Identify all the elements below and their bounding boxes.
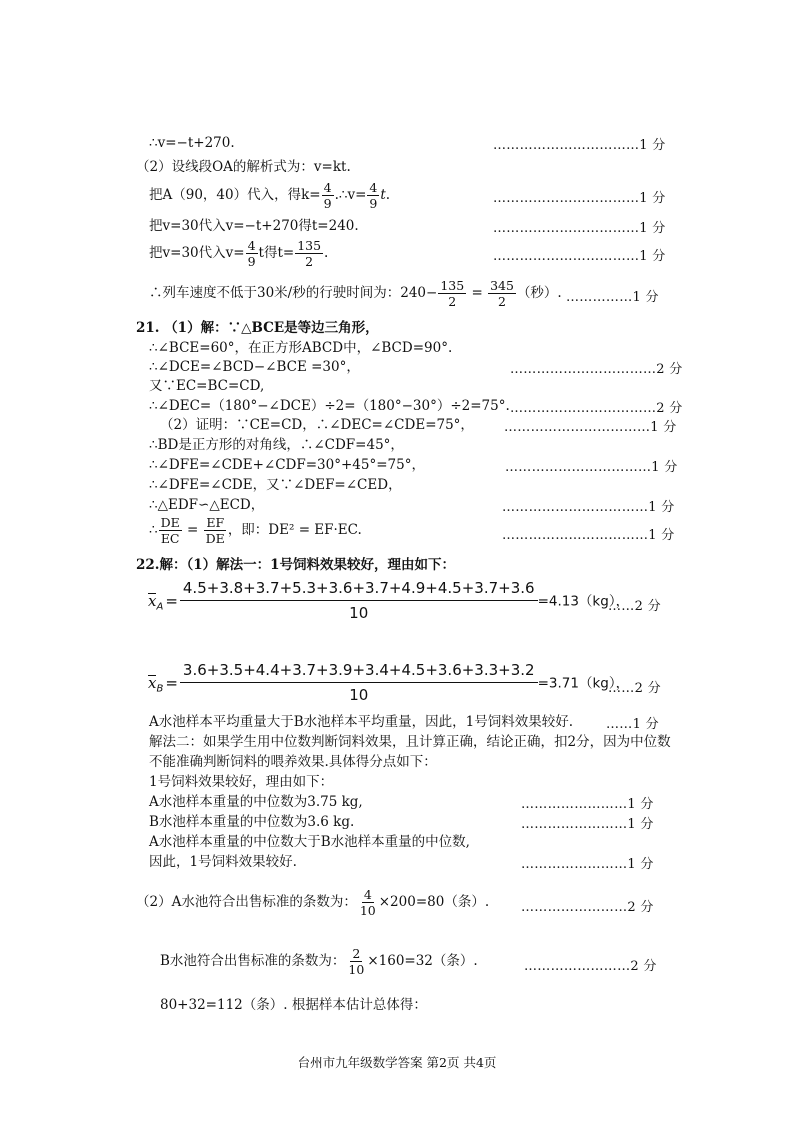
- score-mark: ……2 分: [608, 599, 661, 614]
- numerator: 4: [363, 887, 372, 902]
- denominator: 9: [247, 254, 256, 269]
- denominator: DE: [205, 531, 225, 546]
- answer-line: ∴v=−t+270.: [149, 135, 235, 151]
- page-footer: 台州市九年级数学答案 第2页 共4页: [297, 1055, 497, 1070]
- answer-line: 把v=30代入v=−t+270得t=240.: [149, 218, 359, 234]
- score-mark: ……………1 分: [566, 290, 659, 305]
- fraction: [180, 660, 538, 706]
- answer-text: 把A（90，40）代入，得k=: [149, 187, 321, 203]
- answer-line: （2）设线段OA的解析式为：v=kt.: [136, 159, 351, 175]
- answer-line: ∴列车速度不低于30米/秒的行驶时间为：240− $\frac{135}{2}$ = $\frac{345}{2}$ （秒）.: [149, 278, 562, 309]
- numerator: DE: [160, 515, 180, 530]
- denominator: 9: [369, 196, 378, 211]
- mean-result: =3.71（kg），: [537, 675, 630, 692]
- answer-line: 不能准确判断饲料的喂养效果.具体得分点如下：: [149, 754, 437, 770]
- score-mark: ……………………………1 分: [502, 500, 675, 515]
- denominator: 2: [448, 294, 457, 309]
- numerator: 4.5+3.8+3.7+5.3+3.6+3.7+4.9+4.5+3.7+3.6: [180, 578, 538, 601]
- question-header: 22.解：（1）解法一：1号饲料效果较好，理由如下：: [136, 557, 456, 573]
- mean-subscript: A: [156, 601, 164, 613]
- mean-subscript: B: [156, 683, 164, 695]
- numerator: 4: [323, 180, 332, 195]
- denominator: 10: [359, 903, 376, 918]
- numerator: 4: [369, 180, 378, 195]
- answer-line: ∴BD是正方形的对角线，∴∠CDF=45°，: [149, 437, 404, 453]
- answer-line: 又∵EC=BC=CD,: [149, 378, 265, 394]
- mean-label: x: [148, 591, 157, 610]
- fraction: [367, 180, 379, 211]
- fraction: [322, 180, 334, 211]
- answer-line: 因此，1号饲料效果较好.: [149, 854, 297, 870]
- answer-text: t得t=: [258, 245, 295, 261]
- answer-line: ∴∠BCE=60°，在正方形ABCD中，∠BCD=90°.: [149, 340, 453, 356]
- numerator: 135: [440, 278, 465, 293]
- answer-line: [160, 946, 478, 977]
- score-mark: ……………………………1 分: [493, 221, 666, 236]
- score-mark: ……………………………1 分: [493, 191, 666, 206]
- answer-line: ∴∠DFE=∠CDE，又∵∠DEF=∠CED，: [149, 477, 402, 493]
- answer-text: （2）A水池符合出售标准的条数为：: [136, 894, 357, 910]
- denominator: 10: [348, 962, 365, 977]
- answer-line: ∴ $\frac{DE}{EC}$ = $\frac{EF}{DE}$ ，即：DE² = EF·EC.: [149, 515, 362, 546]
- score-mark: ……………………2 分: [521, 900, 654, 915]
- mean-symbol: [148, 674, 156, 692]
- score-mark: ……………………1 分: [521, 797, 654, 812]
- answer-text: 把v=30代入v=: [149, 245, 245, 261]
- fraction: [246, 238, 258, 269]
- answer-line: A水池样本重量的中位数为3.75 kg,: [149, 794, 363, 810]
- denominator: EC: [160, 531, 180, 546]
- answer-text: ，即：DE² = EF·EC.: [227, 522, 362, 538]
- answer-line: [136, 887, 489, 918]
- score-mark: ……………………2 分: [524, 959, 657, 974]
- denominator: 2: [498, 294, 506, 309]
- fraction: [438, 278, 466, 309]
- fraction: [204, 515, 227, 546]
- answer-line: B水池样本重量的中位数为3.6 kg.: [149, 814, 355, 830]
- question-header: 21. （1）解：∵△BCE是等边三角形，: [136, 320, 379, 336]
- numerator: 345: [490, 278, 514, 293]
- score-mark: ……………………………2 分: [510, 362, 683, 377]
- answer-line: 把v=30代入v= $\frac{4}{9}$ t得t= $\frac{135}{2}$ .: [149, 238, 329, 269]
- score-mark: ……1 分: [606, 717, 659, 732]
- score-mark: ……………………1 分: [521, 817, 654, 832]
- score-mark: ……………………………2 分: [510, 401, 683, 416]
- mean-formula-a: $x_A$ = $\frac{4.5+3.8+3.7+5.3+3.6+3.7+4.9+4.5+3.7+3.6}{10}$ =4.13（kg），: [148, 579, 630, 622]
- fraction: [488, 278, 516, 309]
- answer-line: A水池样本重量的中位数大于B水池样本重量的中位数,: [149, 834, 470, 850]
- numerator: EF: [206, 515, 225, 530]
- numerator: 135: [297, 238, 322, 253]
- answer-line: ∴∠DCE=∠BCD−∠BCE =30°，: [149, 359, 360, 375]
- answer-text: ×160=32（条）.: [367, 953, 478, 969]
- numerator: 3.6+3.5+4.4+3.7+3.9+3.4+4.5+3.6+3.3+3.2: [180, 660, 538, 683]
- answer-line: ∴∠DEC=（180°−∠DCE）÷2=（180°−30°）÷2=75°.: [149, 398, 510, 414]
- answer-line: 1号饲料效果较好，理由如下：: [149, 774, 334, 790]
- denominator: 10: [349, 686, 369, 704]
- fraction: [295, 238, 323, 269]
- score-mark: ……………………………1 分: [505, 460, 678, 475]
- mean-symbol: [148, 592, 156, 610]
- answer-text: B水池符合出售标准的条数为：: [160, 953, 346, 969]
- answer-line: 解法二：如果学生用中位数判断饲料效果，且计算正确，结论正确，扣2分，因为中位数: [149, 734, 671, 750]
- answer-line: 80+32=112（条）. 根据样本估计总体得：: [160, 997, 427, 1013]
- score-mark: ……………………………1 分: [504, 420, 677, 435]
- score-mark: ……………………………1 分: [493, 249, 666, 264]
- numerator: 2: [352, 946, 361, 961]
- denominator: 9: [323, 196, 332, 211]
- numerator: 4: [247, 238, 256, 253]
- fraction: [346, 946, 366, 977]
- fraction: [358, 887, 378, 918]
- answer-text: （秒）.: [516, 285, 562, 301]
- score-mark: ……………………………1 分: [493, 138, 666, 153]
- answer-text: .∴v=: [334, 187, 367, 203]
- score-mark: ……………………………1 分: [502, 528, 675, 543]
- denominator: 2: [305, 254, 314, 269]
- answer-line: 把A（90，40）代入，得k= $\frac{4}{9}$ .∴v= $\frac{4}{9}$ t.: [149, 180, 391, 211]
- answer-line: A水池样本平均重量大于B水池样本平均重量，因此，1号饲料效果较好.: [149, 714, 574, 730]
- denominator: 10: [349, 604, 369, 622]
- score-mark: ……2 分: [608, 681, 661, 696]
- answer-line: ∴∠DFE=∠CDE+∠CDF=30°+45°=75°，: [149, 457, 425, 473]
- answer-line: ∴△EDF∽△ECD，: [149, 497, 265, 513]
- mean-label: x: [148, 673, 157, 692]
- answer-text: ×200=80（条）.: [378, 894, 490, 910]
- answer-text: ∴: [149, 522, 158, 538]
- mean-formula-b: $x_B$ = $\frac{3.6+3.5+4.4+3.7+3.9+3.4+4.5+3.6+3.3+3.2}{10}$ =3.71（kg），: [148, 661, 630, 704]
- score-mark: ……………………1 分: [521, 857, 654, 872]
- answer-line: （2）证明：∵CE=CD，∴∠DEC=∠CDE=75°，: [160, 417, 474, 433]
- fraction: [159, 515, 182, 546]
- mean-result: =4.13（kg），: [537, 593, 630, 610]
- fraction: [180, 578, 538, 624]
- answer-text: ∴列车速度不低于30米/秒的行驶时间为：240−: [149, 285, 438, 301]
